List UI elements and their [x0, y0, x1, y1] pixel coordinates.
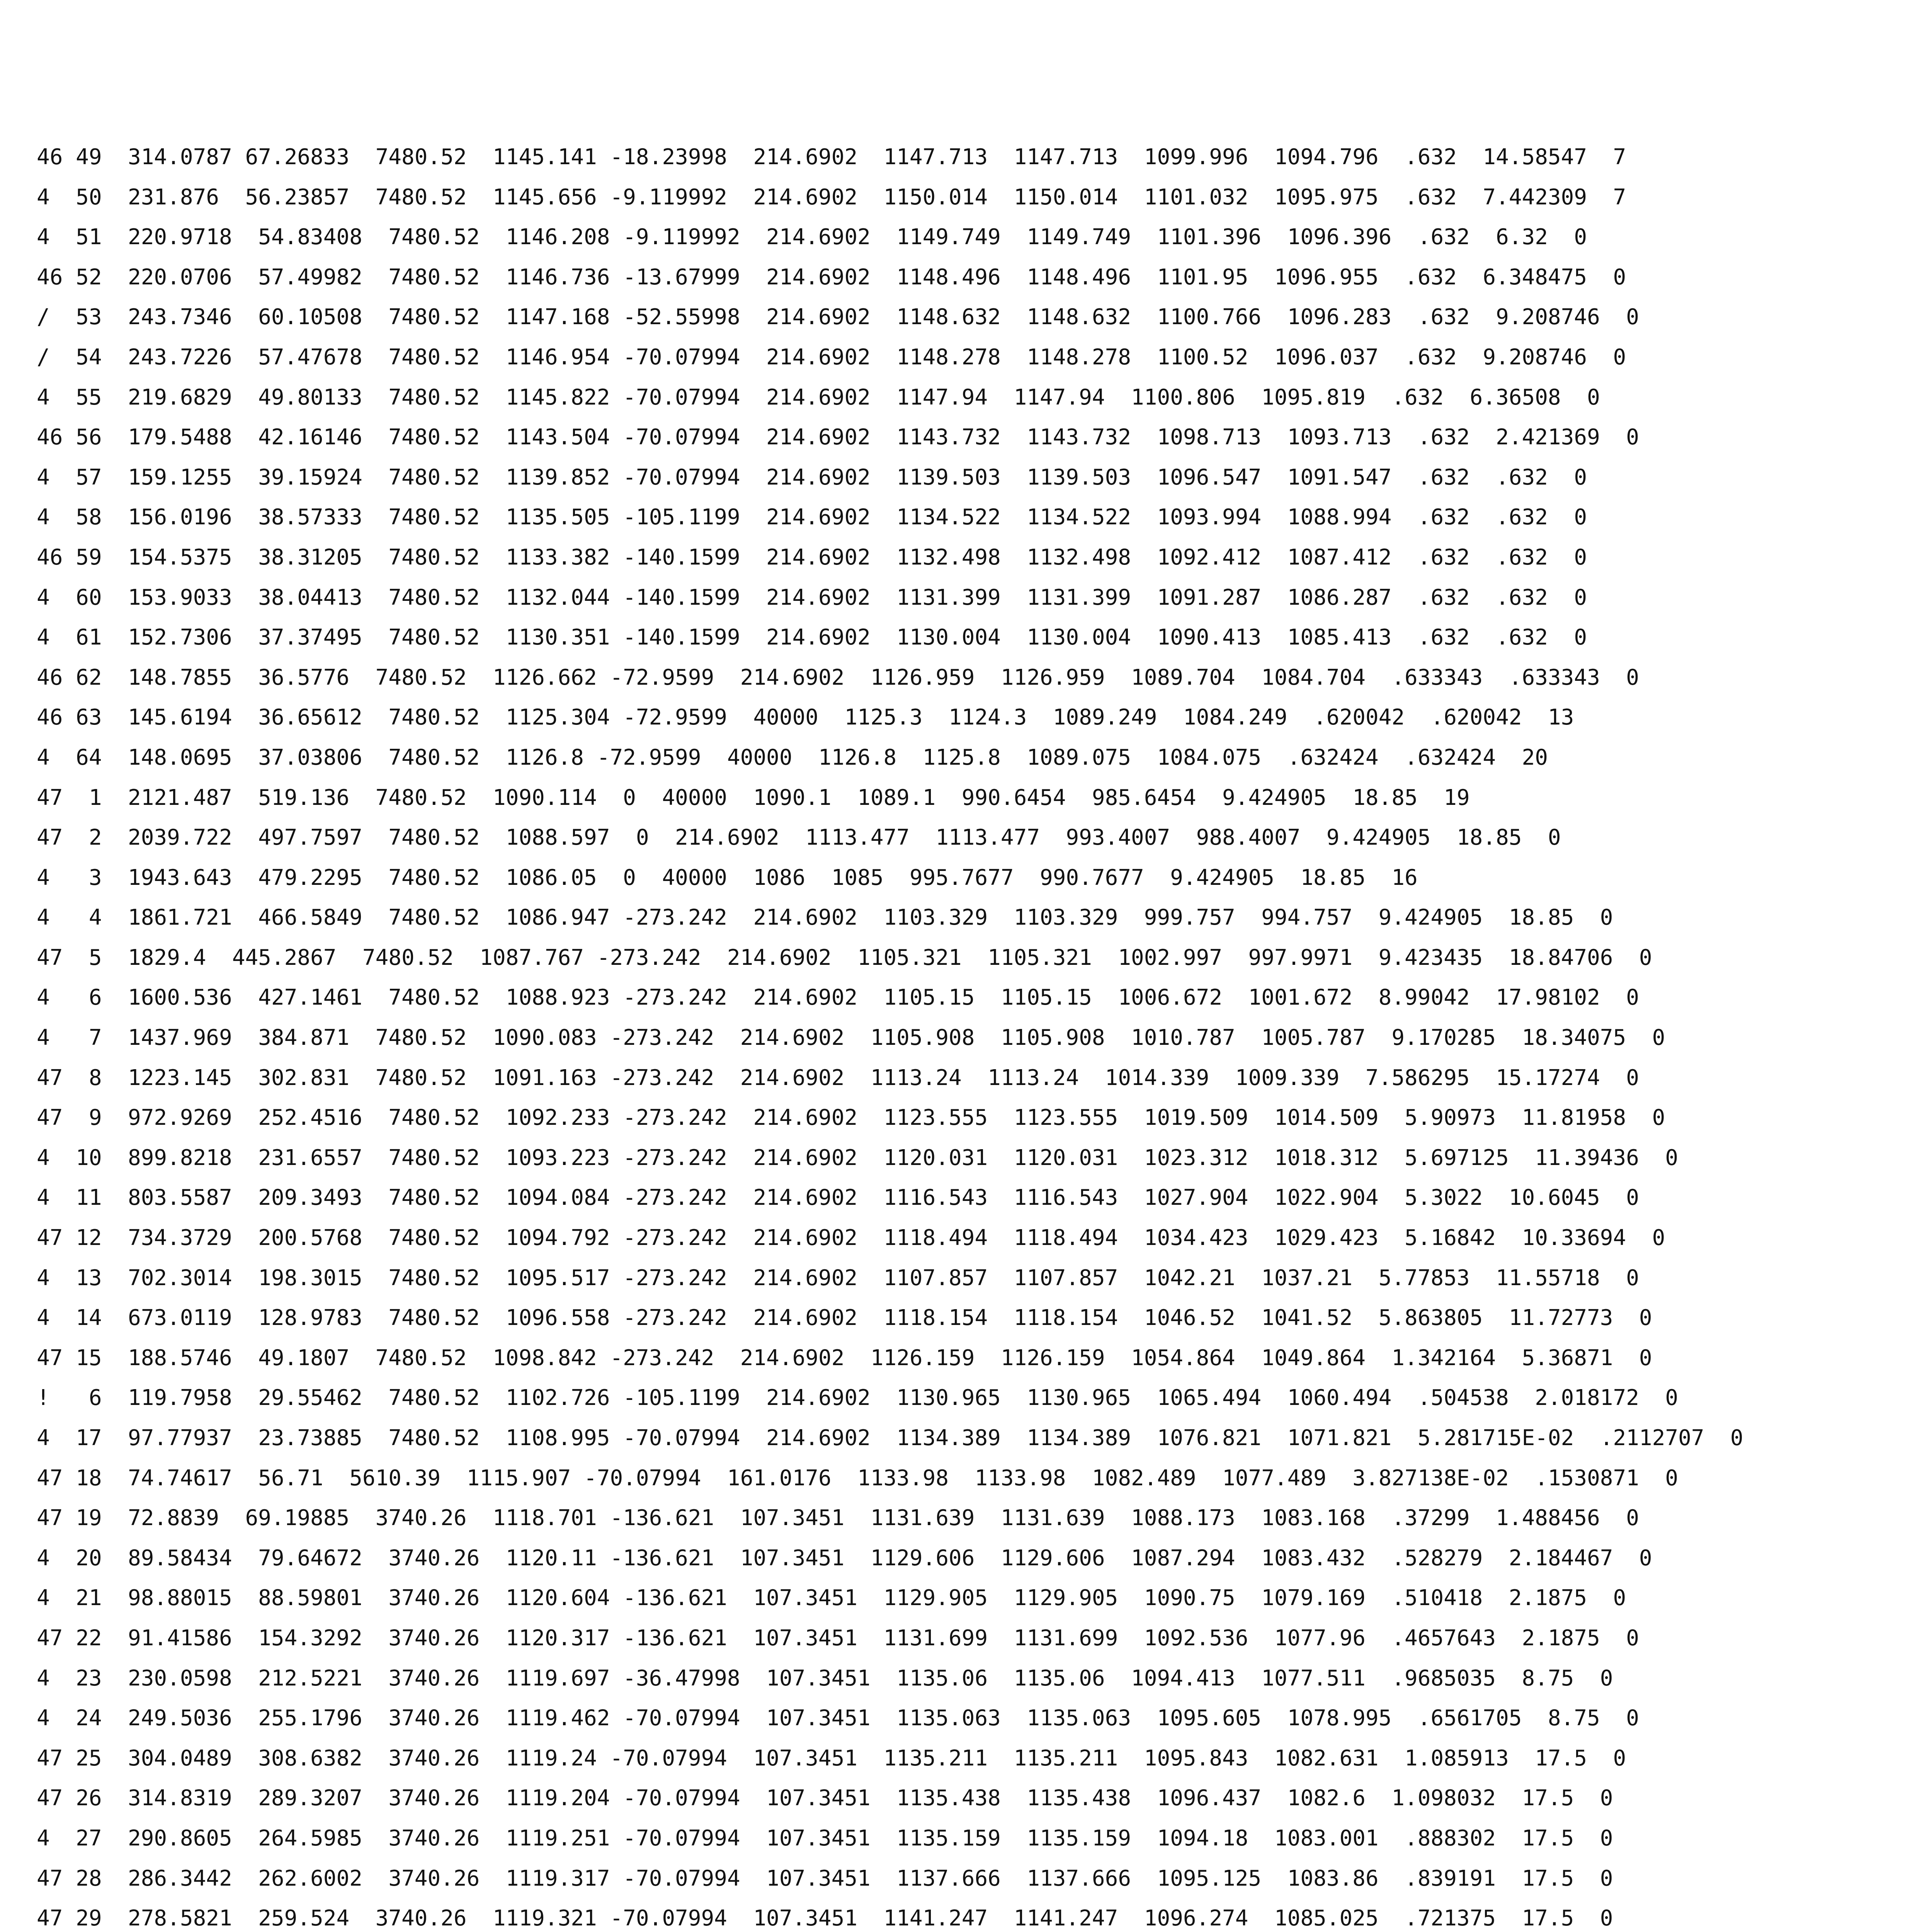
data-row: 47 1 2121.487 519.136 7480.52 1090.114 0 40000 1090.1 1089.1 990.6454 985.6454 9.424905 18.85 19	[37, 785, 1470, 810]
data-row: 4 4 1861.721 466.5849 7480.52 1086.947 -273.242 214.6902 1103.329 1103.329 999.757 994.757 9.424905 18.85 0	[37, 905, 1613, 930]
data-row: 4 57 159.1255 39.15924 7480.52 1139.852 -70.07994 214.6902 1139.503 1139.503 1096.547 1091.547 .632 .632 0	[37, 464, 1587, 490]
data-row: 47 15 188.5746 49.1807 7480.52 1098.842 -273.242 214.6902 1126.159 1126.159 1054.864 1049.864 1.342164 5.36871 0	[37, 1345, 1652, 1371]
data-row: 4 23 230.0598 212.5221 3740.26 1119.697 -36.47998 107.3451 1135.06 1135.06 1094.413 1077.511 .9685035 8.75 0	[37, 1665, 1613, 1691]
data-row: 4 11 803.5587 209.3493 7480.52 1094.084 -273.242 214.6902 1116.543 1116.543 1027.904 1022.904 5.3022 10.6045 0	[37, 1185, 1639, 1211]
data-row: 4 64 148.0695 37.03806 7480.52 1126.8 -72.9599 40000 1126.8 1125.8 1089.075 1084.075 .632424 .632424 20	[37, 745, 1548, 770]
data-row: 4 61 152.7306 37.37495 7480.52 1130.351 -140.1599 214.6902 1130.004 1130.004 1090.413 1085.413 .632 .632 0	[37, 625, 1587, 650]
data-row: 4 6 1600.536 427.1461 7480.52 1088.923 -273.242 214.6902 1105.15 1105.15 1006.672 1001.672 8.99042 17.98102 0	[37, 985, 1639, 1010]
data-row: 47 12 734.3729 200.5768 7480.52 1094.792 -273.242 214.6902 1118.494 1118.494 1034.423 1029.423 5.16842 10.33694 0	[37, 1225, 1665, 1251]
data-row: 47 28 286.3442 262.6002 3740.26 1119.317 -70.07994 107.3451 1137.666 1137.666 1095.125 1083.86 .839191 17.5 0	[37, 1866, 1613, 1891]
data-row: 4 27 290.8605 264.5985 3740.26 1119.251 -70.07994 107.3451 1135.159 1135.159 1094.18 1083.001 .888302 17.5 0	[37, 1825, 1613, 1851]
data-row: 4 14 673.0119 128.9783 7480.52 1096.558 -273.242 214.6902 1118.154 1118.154 1046.52 1041.52 5.863805 11.72773 0	[37, 1305, 1652, 1331]
data-row: 4 58 156.0196 38.57333 7480.52 1135.505 -105.1199 214.6902 1134.522 1134.522 1093.994 1088.994 .632 .632 0	[37, 505, 1587, 530]
data-row: 46 49 314.0787 67.26833 7480.52 1145.141 -18.23998 214.6902 1147.713 1147.713 1099.996 1094.796 .632 14.58547 7	[37, 145, 1626, 170]
data-row: 4 24 249.5036 255.1796 3740.26 1119.462 -70.07994 107.3451 1135.063 1135.063 1095.605 1078.995 .6561705 8.75 0	[37, 1706, 1639, 1731]
data-row: 4 20 89.58434 79.64672 3740.26 1120.11 -136.621 107.3451 1129.606 1129.606 1087.294 1083.432 .528279 2.184467 0	[37, 1545, 1652, 1571]
data-row: 47 8 1223.145 302.831 7480.52 1091.163 -273.242 214.6902 1113.24 1113.24 1014.339 1009.339 7.586295 15.17274 0	[37, 1065, 1639, 1090]
data-row: 47 5 1829.4 445.2867 7480.52 1087.767 -273.242 214.6902 1105.321 1105.321 1002.997 997.9971 9.423435 18.84706 0	[37, 945, 1652, 970]
data-row: 4 55 219.6829 49.80133 7480.52 1145.822 -70.07994 214.6902 1147.94 1147.94 1100.806 1095.819 .632 6.36508 0	[37, 384, 1600, 410]
data-row: 46 63 145.6194 36.65612 7480.52 1125.304 -72.9599 40000 1125.3 1124.3 1089.249 1084.249 .620042 .620042 13	[37, 705, 1574, 730]
data-row: 4 13 702.3014 198.3015 7480.52 1095.517 -273.242 214.6902 1107.857 1107.857 1042.21 1037.21 5.77853 11.55718 0	[37, 1265, 1639, 1291]
data-row: 47 29 278.5821 259.524 3740.26 1119.321 -70.07994 107.3451 1141.247 1141.247 1096.274 1085.025 .721375 17.5 0	[37, 1906, 1613, 1931]
data-row: 47 18 74.74617 56.71 5610.39 1115.907 -70.07994 161.0176 1133.98 1133.98 1082.489 1077.489 3.827138E-02 .1530871 0	[37, 1465, 1679, 1491]
data-row: 47 26 314.8319 289.3207 3740.26 1119.204 -70.07994 107.3451 1135.438 1135.438 1096.437 1082.6 1.098032 17.5 0	[37, 1786, 1613, 1811]
data-row: 47 25 304.0489 308.6382 3740.26 1119.24 -70.07994 107.3451 1135.211 1135.211 1095.843 1082.631 1.085913 17.5 0	[37, 1745, 1626, 1771]
data-row: ! 6 119.7958 29.55462 7480.52 1102.726 -105.1199 214.6902 1130.965 1130.965 1065.494 1060.494 .504538 2.018172 0	[37, 1385, 1679, 1411]
data-row: 47 19 72.8839 69.19885 3740.26 1118.701 -136.621 107.3451 1131.639 1131.639 1088.173 1083.168 .37299 1.488456 0	[37, 1505, 1639, 1531]
data-row: 4 3 1943.643 479.2295 7480.52 1086.05 0 40000 1086 1085 995.7677 990.7677 9.424905 18.85 16	[37, 865, 1418, 890]
data-row: 47 2 2039.722 497.7597 7480.52 1088.597 0 214.6902 1113.477 1113.477 993.4007 988.4007 9.424905 18.85 0	[37, 825, 1561, 850]
data-row: 46 56 179.5488 42.16146 7480.52 1143.504 -70.07994 214.6902 1143.732 1143.732 1098.713 1093.713 .632 2.421369 0	[37, 425, 1639, 450]
data-row: 4 21 98.88015 88.59801 3740.26 1120.604 -136.621 107.3451 1129.905 1129.905 1090.75 1079.169 .510418 2.1875 0	[37, 1585, 1626, 1611]
data-row: / 53 243.7346 60.10508 7480.52 1147.168 -52.55998 214.6902 1148.632 1148.632 1100.766 1096.283 .632 9.208746 0	[37, 304, 1639, 330]
data-row: 46 52 220.0706 57.49982 7480.52 1146.736 -13.67999 214.6902 1148.496 1148.496 1101.95 1096.955 .632 6.348475 0	[37, 264, 1626, 290]
data-row: 4 10 899.8218 231.6557 7480.52 1093.223 -273.242 214.6902 1120.031 1120.031 1023.312 1018.312 5.697125 11.39436 0	[37, 1145, 1679, 1170]
data-listing	[37, 137, 1932, 1932]
data-row: 46 59 154.5375 38.31205 7480.52 1133.382 -140.1599 214.6902 1132.498 1132.498 1092.412 1087.412 .632 .632 0	[37, 544, 1587, 570]
data-row: 46 62 148.7855 36.5776 7480.52 1126.662 -72.9599 214.6902 1126.959 1126.959 1089.704 1084.704 .633343 .633343 0	[37, 665, 1639, 690]
data-row: 4 50 231.876 56.23857 7480.52 1145.656 -9.119992 214.6902 1150.014 1150.014 1101.032 1095.975 .632 7.442309 7	[37, 184, 1626, 210]
data-row: 4 51 220.9718 54.83408 7480.52 1146.208 -9.119992 214.6902 1149.749 1149.749 1101.396 1096.396 .632 6.32 0	[37, 224, 1587, 250]
data-row: 4 7 1437.969 384.871 7480.52 1090.083 -273.242 214.6902 1105.908 1105.908 1010.787 1005.787 9.170285 18.34075 0	[37, 1025, 1665, 1051]
data-row: 47 22 91.41586 154.3292 3740.26 1120.317 -136.621 107.3451 1131.699 1131.699 1092.536 1077.96 .4657643 2.1875 0	[37, 1625, 1639, 1651]
data-row: 4 17 97.77937 23.73885 7480.52 1108.995 -70.07994 214.6902 1134.389 1134.389 1076.821 1071.821 5.281715E-02 .2112707 0	[37, 1425, 1743, 1451]
data-row: 4 60 153.9033 38.04413 7480.52 1132.044 -140.1599 214.6902 1131.399 1131.399 1091.287 1086.287 .632 .632 0	[37, 585, 1587, 610]
data-row: 47 9 972.9269 252.4516 7480.52 1092.233 -273.242 214.6902 1123.555 1123.555 1019.509 1014.509 5.90973 11.81958 0	[37, 1105, 1665, 1131]
data-row: / 54 243.7226 57.47678 7480.52 1146.954 -70.07994 214.6902 1148.278 1148.278 1100.52 1096.037 .632 9.208746 0	[37, 344, 1626, 370]
